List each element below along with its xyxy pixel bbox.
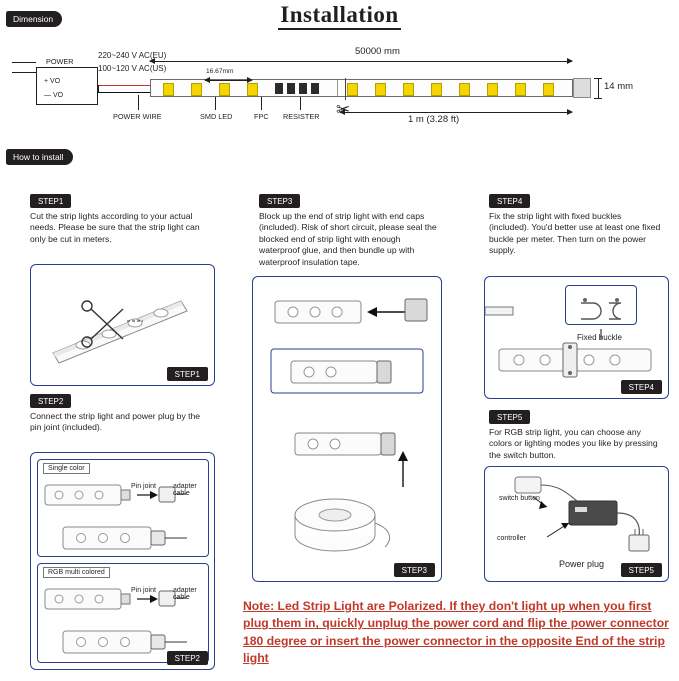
- voltage-eu-label: 220~240 V AC(EU): [98, 51, 167, 60]
- howto-section-tag: How to install: [6, 149, 73, 165]
- step3-label: STEP3: [259, 194, 300, 208]
- page-title-text: Installation: [278, 2, 400, 30]
- single-color-label: Single color: [43, 463, 90, 474]
- adapter-cable-label-single: adapter cable: [173, 483, 197, 497]
- led-strip-graphic: [150, 79, 573, 97]
- step1-corner-label: STEP1: [167, 367, 208, 381]
- step5-figure: [484, 466, 669, 582]
- step4-text: Fix the strip light with fixed buckles (included). You'd better use at least one fixed buckle per meter. Then turn on the power supply.: [489, 211, 661, 256]
- page-title: [0, 2, 679, 28]
- strip-end-cap: [573, 78, 591, 98]
- step3-figure: [252, 276, 442, 582]
- voltage-us-label: 100~120 V AC(US): [98, 64, 167, 73]
- pin-joint-label-rgb: Pin joint: [131, 587, 156, 594]
- step2-text: Connect the strip light and power plug by the pin joint (included).: [30, 411, 201, 433]
- minus-vo-label: — VO: [44, 92, 64, 99]
- rgb-label: RGB multi colored: [43, 567, 110, 578]
- step2-label: STEP2: [30, 394, 71, 408]
- total-length-dimension: [150, 61, 572, 62]
- callout-power-wire: POWER WIRE: [113, 112, 162, 121]
- step1-text: Cut the strip lights according to your actual needs. Please be sure that the strip light can only be cut in meters.: [30, 211, 200, 244]
- pin-joint-label-single: Pin joint: [131, 483, 156, 490]
- step5-label: STEP5: [489, 410, 530, 424]
- step1-label: STEP1: [30, 194, 71, 208]
- step5-corner-label: STEP5: [621, 563, 662, 577]
- step2-corner-label: STEP2: [167, 651, 208, 665]
- callout-fpc: FPC: [254, 112, 269, 121]
- callout-resister: RESISTER: [283, 112, 320, 121]
- step5-text: For RGB strip light, you can choose any colors or lighting modes you like by pressing the switch button.: [489, 427, 658, 460]
- power-label: POWER: [46, 57, 74, 66]
- adapter-cable-label-rgb: adapter cable: [173, 587, 197, 601]
- total-length-label: 50000 mm: [355, 46, 400, 57]
- segment-length-label: 16.67mm: [206, 68, 234, 75]
- step4-label: STEP4: [489, 194, 530, 208]
- plus-vo-label: + VO: [44, 78, 61, 85]
- step3-corner-label: STEP3: [394, 563, 435, 577]
- controller-label: controller: [497, 535, 526, 542]
- strip-width-label: 14 mm: [604, 81, 634, 92]
- power-supply-box: [36, 67, 98, 105]
- scissors-icon: ✂: [336, 100, 351, 119]
- callout-smd-led: SMD LED: [200, 112, 233, 121]
- step3-text: Block up the end of strip light with end caps (included). Risk of short circuit, please seal the blocked end of strip light with enough waterproof glue, and then bundle up with waterproof insulation tape.: [259, 211, 437, 267]
- fixed-buckle-label: Fixed buckle: [577, 333, 622, 342]
- polarity-note: Note: Led Strip Light are Polarized. If they don't light up when you first plug them in, quickly unplug the power cord and flip the power connector 180 degree or insert the power connector in the opposite End of the strip light: [243, 599, 669, 666]
- step4-corner-label: STEP4: [621, 380, 662, 394]
- power-plug-label: Power plug: [559, 559, 605, 569]
- dimension-section-tag: Dimension: [6, 11, 62, 27]
- switch-button-label: switch button: [499, 495, 540, 502]
- cut-unit-label: 1 m (3.28 ft): [408, 114, 460, 125]
- step2-figure: [30, 452, 215, 670]
- step1-figure: [30, 264, 215, 386]
- step4-figure: [484, 276, 669, 399]
